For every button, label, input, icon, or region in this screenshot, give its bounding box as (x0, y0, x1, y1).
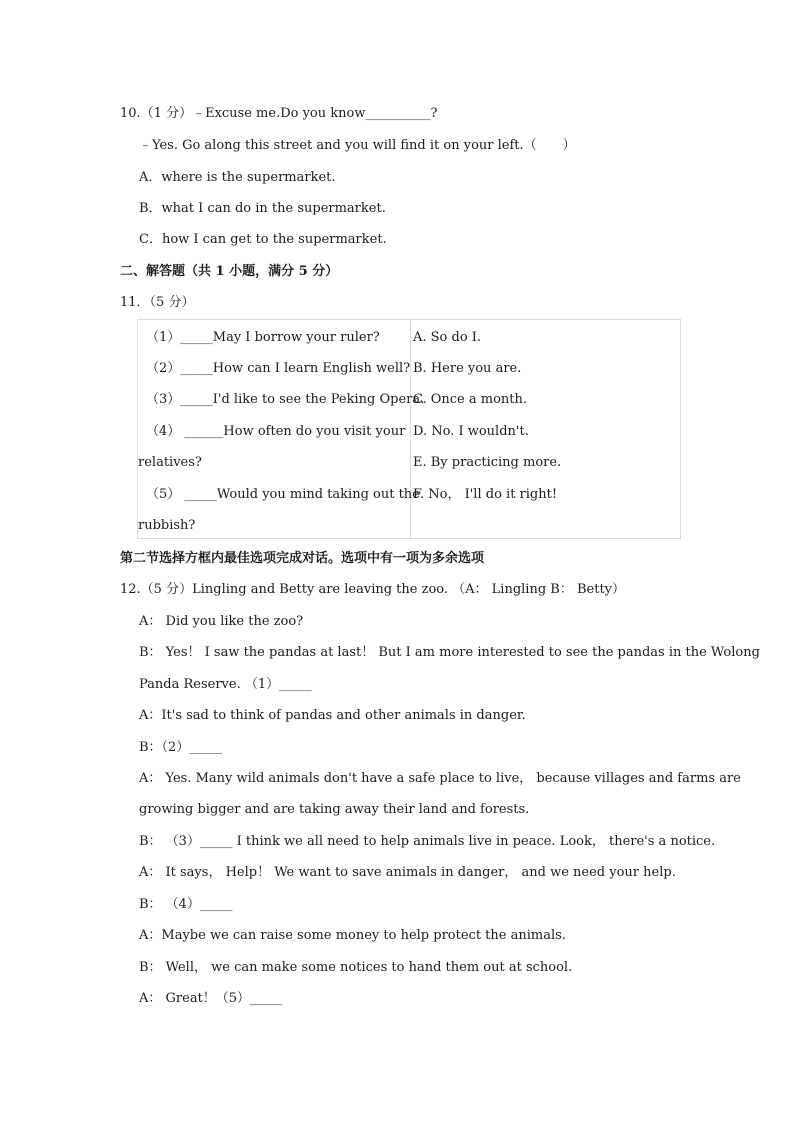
q12-stem: 12.（5 分）Lingling and Betty are leaving the zoo. （A： Lingling B： Betty） (120, 582, 626, 597)
match-item-5-cont: rubbish? (138, 518, 196, 533)
answer-c: C. Once a month. (413, 392, 528, 407)
dialogue-line-2: B： Yes！ I saw the pandas at last！ But I am more interested to see the pandas in the Wolong (139, 645, 760, 660)
match-item-4: （4） ______How often do you visit your (146, 424, 406, 439)
match-item-3: （3）_____I'd like to see the Peking Opera. (146, 392, 425, 407)
dialogue-line-5: B：（2）_____ (139, 740, 222, 755)
matching-left-column (138, 320, 425, 539)
answer-e: E. By practicing more. (413, 455, 562, 470)
dialogue-line-4: A：It's sad to think of pandas and other animals in danger. (139, 708, 526, 723)
matching-table (137, 319, 681, 539)
answer-f: F. No， I'll do it right! (413, 487, 558, 502)
q10-option-b: B．what I can do in the supermarket. (139, 201, 386, 216)
matching-right-column (411, 320, 681, 539)
match-item-5: （5） _____Would you mind taking out the (146, 487, 420, 502)
q10-stem: 10.（1 分）﹣Excuse me.Do you know__________? (120, 106, 438, 121)
dialogue-line-10: B： （4）_____ (139, 897, 233, 912)
dialogue-line-13: A： Great！（5）_____ (139, 991, 283, 1006)
match-item-4-cont: relatives? (138, 455, 202, 470)
dialogue-line-9: A： It says， Help！ We want to save animals in danger， and we need your help. (139, 865, 676, 880)
dialogue-line-6: A： Yes. Many wild animals don't have a safe place to live， because villages and farms are (139, 771, 741, 786)
q11-stem: 11．（5 分） (120, 295, 195, 310)
answer-b: B. Here you are. (413, 361, 522, 376)
q10-reply: ﹣Yes. Go along this street and you will find it on your left.（ ） (139, 138, 576, 153)
answer-d: D. No. I wouldn't. (413, 424, 529, 439)
q10-option-c: C．how I can get to the supermarket. (139, 232, 387, 247)
section-heading: 二、解答题（共 1 小题，满分 5 分） (120, 264, 339, 279)
dialogue-line-11: A：Maybe we can raise some money to help protect the animals. (139, 928, 566, 943)
dialogue-line-7: growing bigger and are taking away their land and forests. (139, 802, 530, 817)
section-note: 第二节选择方框内最佳选项完成对话。选项中有一项为多余选项 (120, 551, 485, 566)
answer-a: A. So do I. (413, 330, 482, 345)
dialogue-line-8: B： （3）_____ I think we all need to help animals live in peace. Look， there's a notice. (139, 834, 716, 849)
q10-option-a: A．where is the supermarket. (139, 170, 336, 185)
dialogue-line-1: A： Did you like the zoo? (139, 614, 304, 629)
match-item-1: （1）_____May I borrow your ruler? (146, 330, 380, 345)
match-item-2: （2）_____How can I learn English well? (146, 361, 411, 376)
dialogue-line-3: Panda Reserve. （1）_____ (139, 677, 312, 692)
dialogue-line-12: B： Well， we can make some notices to hand them out at school. (139, 960, 573, 975)
